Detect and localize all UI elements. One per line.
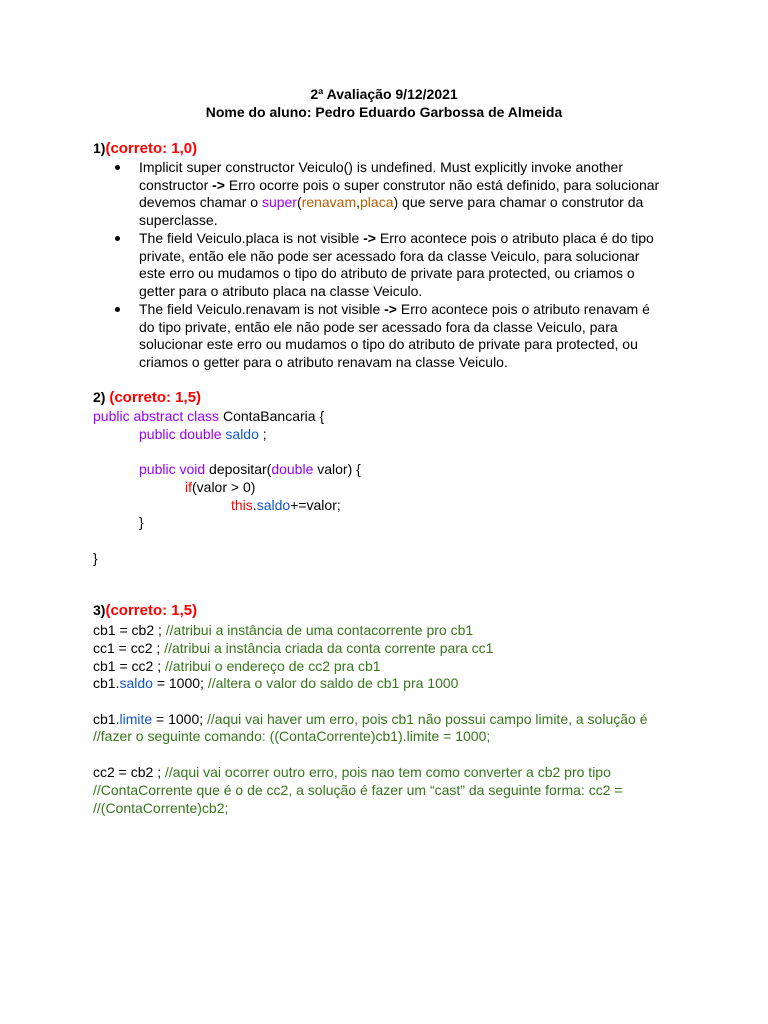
q1-b3-line4: criamos o getter para o atributo renavam na classe Veiculo. <box>139 354 508 370</box>
code-text: cc1 = cc2 ; <box>93 640 165 656</box>
text-span: The field Veiculo.renavam is not visible <box>139 301 385 317</box>
q2-code-line5 <box>231 497 341 514</box>
keyword-super: super <box>261 194 297 210</box>
q2-number: 2) <box>93 389 110 405</box>
code-text: cb1. <box>93 675 120 691</box>
bullet-3-marker <box>114 301 122 318</box>
code-comment: //atribui a instância de uma contacorrente pro cb1 <box>165 622 474 638</box>
text-span: devemos chamar o <box>139 194 262 210</box>
q2-heading <box>93 389 201 406</box>
code-comment: //atribui a instância criada da conta corrente para cc1 <box>164 640 494 656</box>
text-span: , <box>356 194 361 210</box>
q2-score: (correto: 1,5) <box>109 389 202 406</box>
q3-heading <box>93 602 197 619</box>
text-span: Erro acontece pois o atributo placa é do tipo <box>375 230 654 246</box>
q1-b3-line3: solucionar este erro ou mudamos o tipo do atributo de private para protected, ou <box>139 336 638 352</box>
q3-line7 <box>93 764 611 781</box>
q2-code-line2 <box>139 426 267 443</box>
student-name: Nome do aluno: Pedro Eduardo Garbossa de Almeida <box>205 104 563 120</box>
code-field: saldo <box>225 426 259 442</box>
bullet-2-marker <box>114 230 122 247</box>
q3-line2 <box>93 640 493 657</box>
q3-score: (correto: 1,5) <box>105 602 198 619</box>
q3-line4 <box>93 675 458 692</box>
code-keyword: public double <box>139 426 222 442</box>
text-span: ( <box>296 194 302 210</box>
code-field: saldo <box>119 675 153 691</box>
q1-b1-line3 <box>139 194 643 211</box>
document-title: 2ª Avaliação 9/12/2021 <box>310 86 458 102</box>
q3-line6: //fazer o seguinte comando: ((ContaCorrente)cb1).limite = 1000; <box>93 728 491 744</box>
code-text: ContaBancaria { <box>219 408 325 424</box>
arrow-symbol: -> <box>212 177 225 193</box>
q1-b2-line1 <box>139 230 654 247</box>
bullet-1-marker <box>114 159 122 176</box>
text-span: Erro acontece pois o atributo renavam é <box>396 301 650 317</box>
code-keyword-if: if <box>185 479 192 495</box>
q2-code-line4 <box>185 479 255 496</box>
arrow-symbol: -> <box>363 230 376 246</box>
arrow-symbol: -> <box>384 301 397 317</box>
code-text: valor) { <box>313 461 361 477</box>
param-renavam: renavam <box>301 194 357 210</box>
q1-b2-line2: private, então ele não pode ser acessado fora da classe Veiculo, para solucionar <box>139 248 640 264</box>
code-comment: //altera o valor do saldo de cb1 pra 1000 <box>207 675 459 691</box>
code-field: limite <box>119 711 153 727</box>
code-text: cb1 = cc2 ; <box>93 658 165 674</box>
q2-code-line3 <box>139 461 361 478</box>
q1-number: 1) <box>93 140 106 156</box>
q3-line5 <box>93 711 647 728</box>
q3-line8: //ContaCorrente que é o de cc2, a solução é fazer um “cast” da seguinte forma: cc2 = <box>93 782 623 798</box>
q3-line3 <box>93 658 381 675</box>
q2-code-line1 <box>93 408 324 425</box>
q1-b1-line1: Implicit super constructor Veiculo() is undefined. Must explicitly invoke another <box>139 159 623 175</box>
code-field: saldo <box>256 497 291 513</box>
code-comment: //aqui vai ocorrer outro erro, pois nao tem como converter a cb2 pro tipo <box>164 764 611 780</box>
text-span: ) que serve para chamar o construtor da <box>393 194 644 210</box>
code-text: ; <box>258 426 267 442</box>
q2-code-line7: } <box>93 550 98 566</box>
code-text: cc2 = cb2 ; <box>93 764 165 780</box>
q1-b1-line2 <box>139 177 659 194</box>
code-text: depositar( <box>205 461 272 477</box>
q3-line1 <box>93 622 473 639</box>
code-keyword-this: this <box>231 497 253 513</box>
q3-line9: //(ContaCorrente)cb2; <box>93 800 229 816</box>
code-text: . <box>252 497 257 513</box>
code-comment: //atribui o endereço de cc2 pra cb1 <box>164 658 381 674</box>
code-keyword: public abstract class <box>93 408 220 424</box>
code-text: cb1. <box>93 711 120 727</box>
code-text: (valor > 0) <box>192 479 256 495</box>
code-text: = 1000; <box>152 711 208 727</box>
q1-heading <box>93 140 197 157</box>
param-placa: placa <box>360 194 394 210</box>
q1-b2-line4: getter para o atributo placa na classe Veiculo. <box>139 283 423 299</box>
q1-b1-line4: superclasse. <box>139 212 218 228</box>
code-text: cb1 = cb2 ; <box>93 622 166 638</box>
code-keyword: double <box>271 461 314 477</box>
text-span: constructor <box>139 177 213 193</box>
text-span: The field Veiculo.placa is not visible <box>139 230 364 246</box>
text-span: Erro ocorre pois o super construtor não está definido, para solucionar <box>224 177 660 193</box>
q2-code-line6: } <box>139 514 144 530</box>
code-text: +=valor; <box>290 497 341 513</box>
q3-number: 3) <box>93 602 106 618</box>
q1-score: (correto: 1,0) <box>105 140 198 157</box>
code-comment: //aqui vai haver um erro, pois cb1 não possui campo limite, a solução é <box>207 711 648 727</box>
q1-b3-line1 <box>139 301 650 318</box>
code-text: = 1000; <box>152 675 208 691</box>
q1-b3-line2: do tipo private, então ele não pode ser acessado fora da classe Veiculo, para <box>139 319 618 335</box>
q1-b2-line3: este erro ou mudamos o tipo do atributo de private para protected, ou criamos o <box>139 265 635 281</box>
code-keyword: public void <box>139 461 206 477</box>
